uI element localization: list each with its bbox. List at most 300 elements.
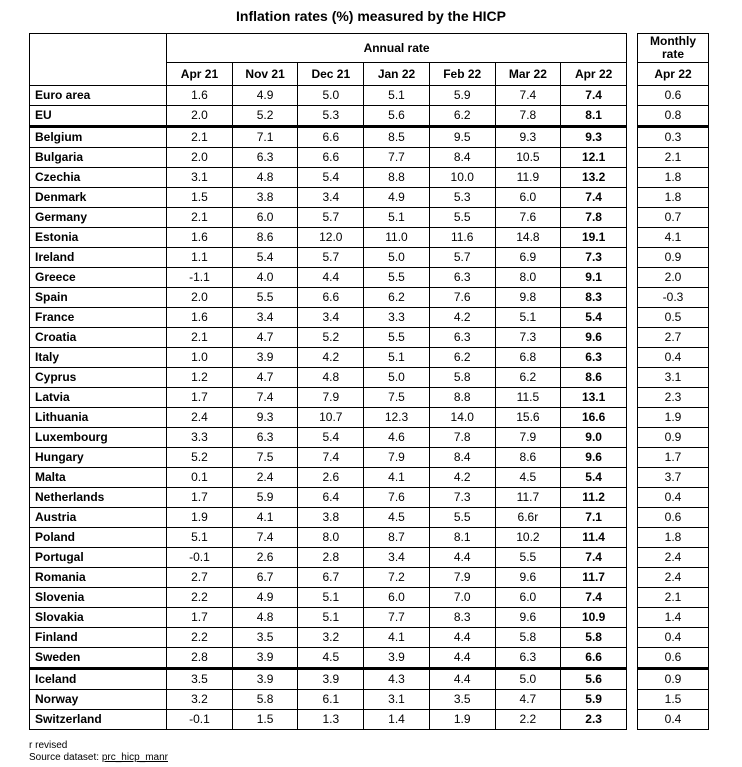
rate-cell: 4.8 <box>298 368 364 388</box>
rate-cell: 6.6 <box>298 148 364 168</box>
table-row <box>30 288 627 308</box>
monthly-rate-cell: 0.4 <box>638 710 709 730</box>
table-row <box>30 148 627 168</box>
rate-cell: 4.4 <box>429 648 495 669</box>
rate-cell: 7.4 <box>232 528 298 548</box>
rate-cell: 4.7 <box>232 368 298 388</box>
rate-cell: 11.6 <box>429 228 495 248</box>
monthly-rate-cell: 0.5 <box>638 308 709 328</box>
rate-cell: 4.9 <box>232 86 298 106</box>
rate-cell: 5.2 <box>232 106 298 127</box>
rate-cell: 7.4 <box>232 388 298 408</box>
rate-cell: 10.9 <box>561 608 627 628</box>
rate-cell: 6.3 <box>429 268 495 288</box>
rate-cell: 5.1 <box>364 208 430 228</box>
rate-cell: 6.7 <box>298 568 364 588</box>
table-row <box>638 608 709 628</box>
rate-cell: 6.6 <box>561 648 627 669</box>
rate-cell: 8.0 <box>495 268 561 288</box>
table-row <box>30 228 627 248</box>
table-row <box>638 127 709 148</box>
rate-cell: 3.9 <box>364 648 430 669</box>
country-cell: Romania <box>30 568 167 588</box>
rate-cell: 7.0 <box>429 588 495 608</box>
rate-cell: 6.1 <box>298 690 364 710</box>
rate-cell: 7.6 <box>429 288 495 308</box>
rate-cell: 1.5 <box>232 710 298 730</box>
rate-cell: 3.5 <box>232 628 298 648</box>
country-cell: Iceland <box>30 669 167 690</box>
rate-cell: 4.4 <box>429 669 495 690</box>
table-row <box>638 388 709 408</box>
rate-cell: 5.1 <box>364 86 430 106</box>
rate-cell: 5.5 <box>364 328 430 348</box>
rate-cell: 2.0 <box>167 288 233 308</box>
table-row <box>638 488 709 508</box>
rate-cell: 3.5 <box>167 669 233 690</box>
monthly-rate-cell: 0.4 <box>638 488 709 508</box>
rate-cell: 9.3 <box>232 408 298 428</box>
rate-cell: 4.2 <box>429 308 495 328</box>
rate-cell: 1.7 <box>167 608 233 628</box>
rate-cell: 10.2 <box>495 528 561 548</box>
table-row <box>638 408 709 428</box>
rate-cell: 4.9 <box>232 588 298 608</box>
rate-cell: 6.2 <box>364 288 430 308</box>
rate-cell: 6.2 <box>429 106 495 127</box>
rate-cell: 7.5 <box>232 448 298 468</box>
monthly-rate-cell: 0.9 <box>638 248 709 268</box>
rate-cell: 3.2 <box>167 690 233 710</box>
rate-cell: 2.0 <box>167 106 233 127</box>
country-cell: Estonia <box>30 228 167 248</box>
rate-cell: 7.8 <box>429 428 495 448</box>
rate-cell: 13.2 <box>561 168 627 188</box>
rate-cell: 2.2 <box>167 628 233 648</box>
rate-cell: 5.0 <box>298 86 364 106</box>
rate-cell: 4.7 <box>232 328 298 348</box>
rate-cell: 6.0 <box>232 208 298 228</box>
monthly-rate-cell: 2.1 <box>638 148 709 168</box>
country-cell: Belgium <box>30 127 167 148</box>
monthly-rate-table <box>637 33 709 730</box>
rate-cell: 7.6 <box>495 208 561 228</box>
rate-cell: 5.7 <box>298 208 364 228</box>
rate-cell: 7.2 <box>364 568 430 588</box>
rate-cell: 4.5 <box>298 648 364 669</box>
rate-cell: -0.1 <box>167 710 233 730</box>
rate-cell: 6.9 <box>495 248 561 268</box>
rate-cell: 1.0 <box>167 348 233 368</box>
rate-cell: 5.4 <box>232 248 298 268</box>
table-row <box>30 106 627 127</box>
rate-cell: 5.6 <box>561 669 627 690</box>
monthly-rate-cell: 1.8 <box>638 168 709 188</box>
rate-cell: 7.9 <box>429 568 495 588</box>
table-row <box>30 328 627 348</box>
rate-cell: 5.0 <box>495 669 561 690</box>
rate-cell: 6.3 <box>495 648 561 669</box>
rate-cell: 4.5 <box>364 508 430 528</box>
country-cell: Finland <box>30 628 167 648</box>
country-cell: France <box>30 308 167 328</box>
table-row <box>30 248 627 268</box>
table-row <box>638 548 709 568</box>
rate-cell: 9.3 <box>495 127 561 148</box>
source-note <box>29 752 168 763</box>
monthly-rate-cell: 0.6 <box>638 508 709 528</box>
rate-cell: 6.3 <box>561 348 627 368</box>
rate-cell: 7.1 <box>561 508 627 528</box>
country-cell: Hungary <box>30 448 167 468</box>
rate-cell: 4.8 <box>232 168 298 188</box>
rate-cell: 11.7 <box>561 568 627 588</box>
rate-cell: 11.0 <box>364 228 430 248</box>
rate-cell: -0.1 <box>167 548 233 568</box>
country-cell: Luxembourg <box>30 428 167 448</box>
rate-cell: 7.3 <box>495 328 561 348</box>
rate-cell: 6.6 <box>298 127 364 148</box>
rate-cell: 1.7 <box>167 388 233 408</box>
rate-cell: 14.0 <box>429 408 495 428</box>
rate-cell: 10.5 <box>495 148 561 168</box>
rate-cell: 4.3 <box>364 669 430 690</box>
rate-cell: 5.3 <box>429 188 495 208</box>
rate-cell: 7.4 <box>561 86 627 106</box>
country-cell: Greece <box>30 268 167 288</box>
country-cell: Slovenia <box>30 588 167 608</box>
rate-cell: 11.4 <box>561 528 627 548</box>
rate-cell: 5.8 <box>495 628 561 648</box>
rate-cell: 5.1 <box>364 348 430 368</box>
rate-cell: 7.4 <box>495 86 561 106</box>
country-cell: Spain <box>30 288 167 308</box>
table-row <box>30 548 627 568</box>
table-row <box>30 648 627 669</box>
rate-cell: 0.1 <box>167 468 233 488</box>
rate-cell: 3.8 <box>298 508 364 528</box>
monthly-rate-cell: 3.7 <box>638 468 709 488</box>
rate-cell: 5.4 <box>561 468 627 488</box>
rate-cell: 5.8 <box>561 628 627 648</box>
rate-cell: 7.9 <box>364 448 430 468</box>
table-row <box>30 710 627 730</box>
table-row <box>638 148 709 168</box>
table-row <box>30 528 627 548</box>
rate-cell: 5.0 <box>364 248 430 268</box>
rate-cell: 5.2 <box>167 448 233 468</box>
rate-cell: 5.5 <box>429 508 495 528</box>
rate-cell: 1.9 <box>429 710 495 730</box>
table-row <box>30 588 627 608</box>
rate-cell: 6.0 <box>495 188 561 208</box>
rate-cell: 8.4 <box>429 448 495 468</box>
rate-cell: 1.9 <box>167 508 233 528</box>
rate-cell: 7.9 <box>298 388 364 408</box>
rate-cell: 2.8 <box>167 648 233 669</box>
rate-cell: 8.1 <box>429 528 495 548</box>
table-row <box>638 588 709 608</box>
rate-cell: 4.4 <box>429 548 495 568</box>
rate-cell: 3.5 <box>429 690 495 710</box>
table-row <box>30 208 627 228</box>
monthly-rate-cell: 1.8 <box>638 528 709 548</box>
rate-cell: 2.1 <box>167 127 233 148</box>
table-row <box>638 106 709 127</box>
rate-cell: 1.6 <box>167 86 233 106</box>
country-cell: Germany <box>30 208 167 228</box>
rate-cell: 10.7 <box>298 408 364 428</box>
monthly-rate-cell: 0.7 <box>638 208 709 228</box>
rate-cell: 11.2 <box>561 488 627 508</box>
table-row <box>638 248 709 268</box>
rate-cell: 6.2 <box>429 348 495 368</box>
country-cell: Austria <box>30 508 167 528</box>
table-row <box>30 488 627 508</box>
rate-cell: 5.9 <box>429 86 495 106</box>
rate-cell: 6.0 <box>495 588 561 608</box>
country-cell: Ireland <box>30 248 167 268</box>
country-cell: Croatia <box>30 328 167 348</box>
table-row <box>638 528 709 548</box>
rate-cell: 4.1 <box>232 508 298 528</box>
table-row <box>30 468 627 488</box>
country-cell: Switzerland <box>30 710 167 730</box>
table-row <box>30 127 627 148</box>
rate-cell: 5.7 <box>429 248 495 268</box>
rate-cell: 3.1 <box>364 690 430 710</box>
table-row <box>638 468 709 488</box>
month-header: Dec 21 <box>298 63 364 86</box>
monthly-rate-cell: 2.4 <box>638 568 709 588</box>
table-row <box>30 348 627 368</box>
rate-cell: 5.4 <box>298 428 364 448</box>
rate-cell: 2.0 <box>167 148 233 168</box>
rate-cell: 9.6 <box>561 328 627 348</box>
rate-cell: 5.0 <box>364 368 430 388</box>
rate-cell: 7.7 <box>364 148 430 168</box>
rate-cell: 1.4 <box>364 710 430 730</box>
month-header: Apr 21 <box>167 63 233 86</box>
rate-cell: 6.3 <box>232 428 298 448</box>
rate-cell: 9.0 <box>561 428 627 448</box>
rate-cell: 1.2 <box>167 368 233 388</box>
annual-rate-table <box>29 33 627 730</box>
country-cell: Malta <box>30 468 167 488</box>
rate-cell: 15.6 <box>495 408 561 428</box>
table-row <box>30 428 627 448</box>
rate-cell: 2.2 <box>495 710 561 730</box>
rate-cell: 12.1 <box>561 148 627 168</box>
rate-cell: 7.4 <box>561 188 627 208</box>
rate-cell: 6.2 <box>495 368 561 388</box>
monthly-rate-cell: 0.3 <box>638 127 709 148</box>
country-cell: Czechia <box>30 168 167 188</box>
rate-cell: -1.1 <box>167 268 233 288</box>
country-cell: Norway <box>30 690 167 710</box>
rate-cell: 5.1 <box>298 588 364 608</box>
country-cell: Bulgaria <box>30 148 167 168</box>
rate-cell: 2.7 <box>167 568 233 588</box>
rate-cell: 6.3 <box>429 328 495 348</box>
monthly-month-header: Apr 22 <box>638 63 709 86</box>
rate-cell: 7.9 <box>495 428 561 448</box>
rate-cell: 5.4 <box>298 168 364 188</box>
rate-cell: 7.1 <box>232 127 298 148</box>
rate-cell: 9.6 <box>495 608 561 628</box>
monthly-rate-cell: 1.4 <box>638 608 709 628</box>
monthly-rate-cell: 2.7 <box>638 328 709 348</box>
month-header: Jan 22 <box>364 63 430 86</box>
rate-cell: 4.9 <box>364 188 430 208</box>
table-row <box>30 86 627 106</box>
monthly-rate-cell: 0.6 <box>638 86 709 106</box>
table-row <box>30 508 627 528</box>
table-row <box>638 648 709 669</box>
rate-cell: 7.4 <box>561 588 627 608</box>
table-row <box>30 388 627 408</box>
rate-cell: 5.6 <box>364 106 430 127</box>
rate-cell: 8.3 <box>561 288 627 308</box>
monthly-rate-cell: 1.8 <box>638 188 709 208</box>
country-cell: Latvia <box>30 388 167 408</box>
rate-cell: 3.9 <box>232 669 298 690</box>
monthly-rate-cell: 3.1 <box>638 368 709 388</box>
table-row <box>638 308 709 328</box>
country-cell: Italy <box>30 348 167 368</box>
rate-cell: 4.0 <box>232 268 298 288</box>
table-row <box>638 86 709 106</box>
rate-cell: 12.0 <box>298 228 364 248</box>
table-row <box>30 268 627 288</box>
rate-cell: 6.8 <box>495 348 561 368</box>
rate-cell: 8.1 <box>561 106 627 127</box>
rate-cell: 4.2 <box>429 468 495 488</box>
table-row <box>30 308 627 328</box>
rate-cell: 8.0 <box>298 528 364 548</box>
monthly-rate-cell: 1.9 <box>638 408 709 428</box>
country-cell: Lithuania <box>30 408 167 428</box>
rate-cell: 2.6 <box>298 468 364 488</box>
country-cell: Euro area <box>30 86 167 106</box>
rate-cell: 8.6 <box>495 448 561 468</box>
table-row <box>30 628 627 648</box>
rate-cell: 3.9 <box>232 348 298 368</box>
table-row <box>638 568 709 588</box>
month-header: Nov 21 <box>232 63 298 86</box>
table-row <box>638 288 709 308</box>
table-row <box>30 188 627 208</box>
rate-cell: 8.8 <box>429 388 495 408</box>
monthly-rate-cell: 0.8 <box>638 106 709 127</box>
rate-cell: 1.3 <box>298 710 364 730</box>
monthly-rate-cell: 0.9 <box>638 669 709 690</box>
rate-cell: 6.6r <box>495 508 561 528</box>
rate-cell: 2.3 <box>561 710 627 730</box>
rate-cell: 3.1 <box>167 168 233 188</box>
monthly-rate-cell: 1.5 <box>638 690 709 710</box>
table-row <box>638 690 709 710</box>
rate-cell: 5.4 <box>561 308 627 328</box>
rate-cell: 2.1 <box>167 328 233 348</box>
table-row <box>638 228 709 248</box>
rate-cell: 3.9 <box>298 669 364 690</box>
rate-cell: 3.3 <box>167 428 233 448</box>
rate-cell: 8.6 <box>561 368 627 388</box>
table-row <box>638 328 709 348</box>
rate-cell: 4.4 <box>429 628 495 648</box>
rate-cell: 3.9 <box>232 648 298 669</box>
table-row <box>30 568 627 588</box>
rate-cell: 9.8 <box>495 288 561 308</box>
rate-cell: 5.5 <box>495 548 561 568</box>
monthly-rate-cell: 2.3 <box>638 388 709 408</box>
rate-cell: 2.6 <box>232 548 298 568</box>
monthly-rate-cell: 2.1 <box>638 588 709 608</box>
rate-cell: 7.4 <box>298 448 364 468</box>
country-header <box>30 34 167 86</box>
table-row <box>30 168 627 188</box>
rate-cell: 2.4 <box>167 408 233 428</box>
country-cell: Netherlands <box>30 488 167 508</box>
table-row <box>30 448 627 468</box>
monthly-rate-cell: -0.3 <box>638 288 709 308</box>
rate-cell: 2.1 <box>167 208 233 228</box>
country-cell: EU <box>30 106 167 127</box>
rate-cell: 5.9 <box>232 488 298 508</box>
rate-cell: 14.8 <box>495 228 561 248</box>
monthly-rate-cell: 0.6 <box>638 648 709 669</box>
country-cell: Cyprus <box>30 368 167 388</box>
rate-cell: 5.8 <box>429 368 495 388</box>
rate-cell: 3.3 <box>364 308 430 328</box>
table-row <box>30 669 627 690</box>
rate-cell: 9.3 <box>561 127 627 148</box>
rate-cell: 5.5 <box>364 268 430 288</box>
rate-cell: 2.4 <box>232 468 298 488</box>
table-row <box>638 268 709 288</box>
table-row <box>638 208 709 228</box>
rate-cell: 7.4 <box>561 548 627 568</box>
rate-cell: 4.6 <box>364 428 430 448</box>
rate-cell: 6.0 <box>364 588 430 608</box>
rate-cell: 8.4 <box>429 148 495 168</box>
rate-cell: 6.3 <box>232 148 298 168</box>
rate-cell: 8.5 <box>364 127 430 148</box>
rate-cell: 11.7 <box>495 488 561 508</box>
rate-cell: 6.4 <box>298 488 364 508</box>
monthly-rate-cell: 2.0 <box>638 268 709 288</box>
source-dataset-link[interactable]: prc_hicp_manr <box>101 752 168 763</box>
table-row <box>638 628 709 648</box>
table-row <box>30 608 627 628</box>
revised-note: r revised <box>29 740 68 751</box>
rate-cell: 16.6 <box>561 408 627 428</box>
table-row <box>638 368 709 388</box>
monthly-rate-cell: 0.9 <box>638 428 709 448</box>
rate-cell: 4.1 <box>364 628 430 648</box>
monthly-rate-header: Monthly rate <box>638 34 709 63</box>
rate-cell: 8.8 <box>364 168 430 188</box>
rate-cell: 5.1 <box>298 608 364 628</box>
table-row <box>638 428 709 448</box>
month-header: Feb 22 <box>429 63 495 86</box>
rate-cell: 9.6 <box>495 568 561 588</box>
country-cell: Slovakia <box>30 608 167 628</box>
rate-cell: 4.1 <box>364 468 430 488</box>
rate-cell: 1.5 <box>167 188 233 208</box>
monthly-rate-cell: 4.1 <box>638 228 709 248</box>
